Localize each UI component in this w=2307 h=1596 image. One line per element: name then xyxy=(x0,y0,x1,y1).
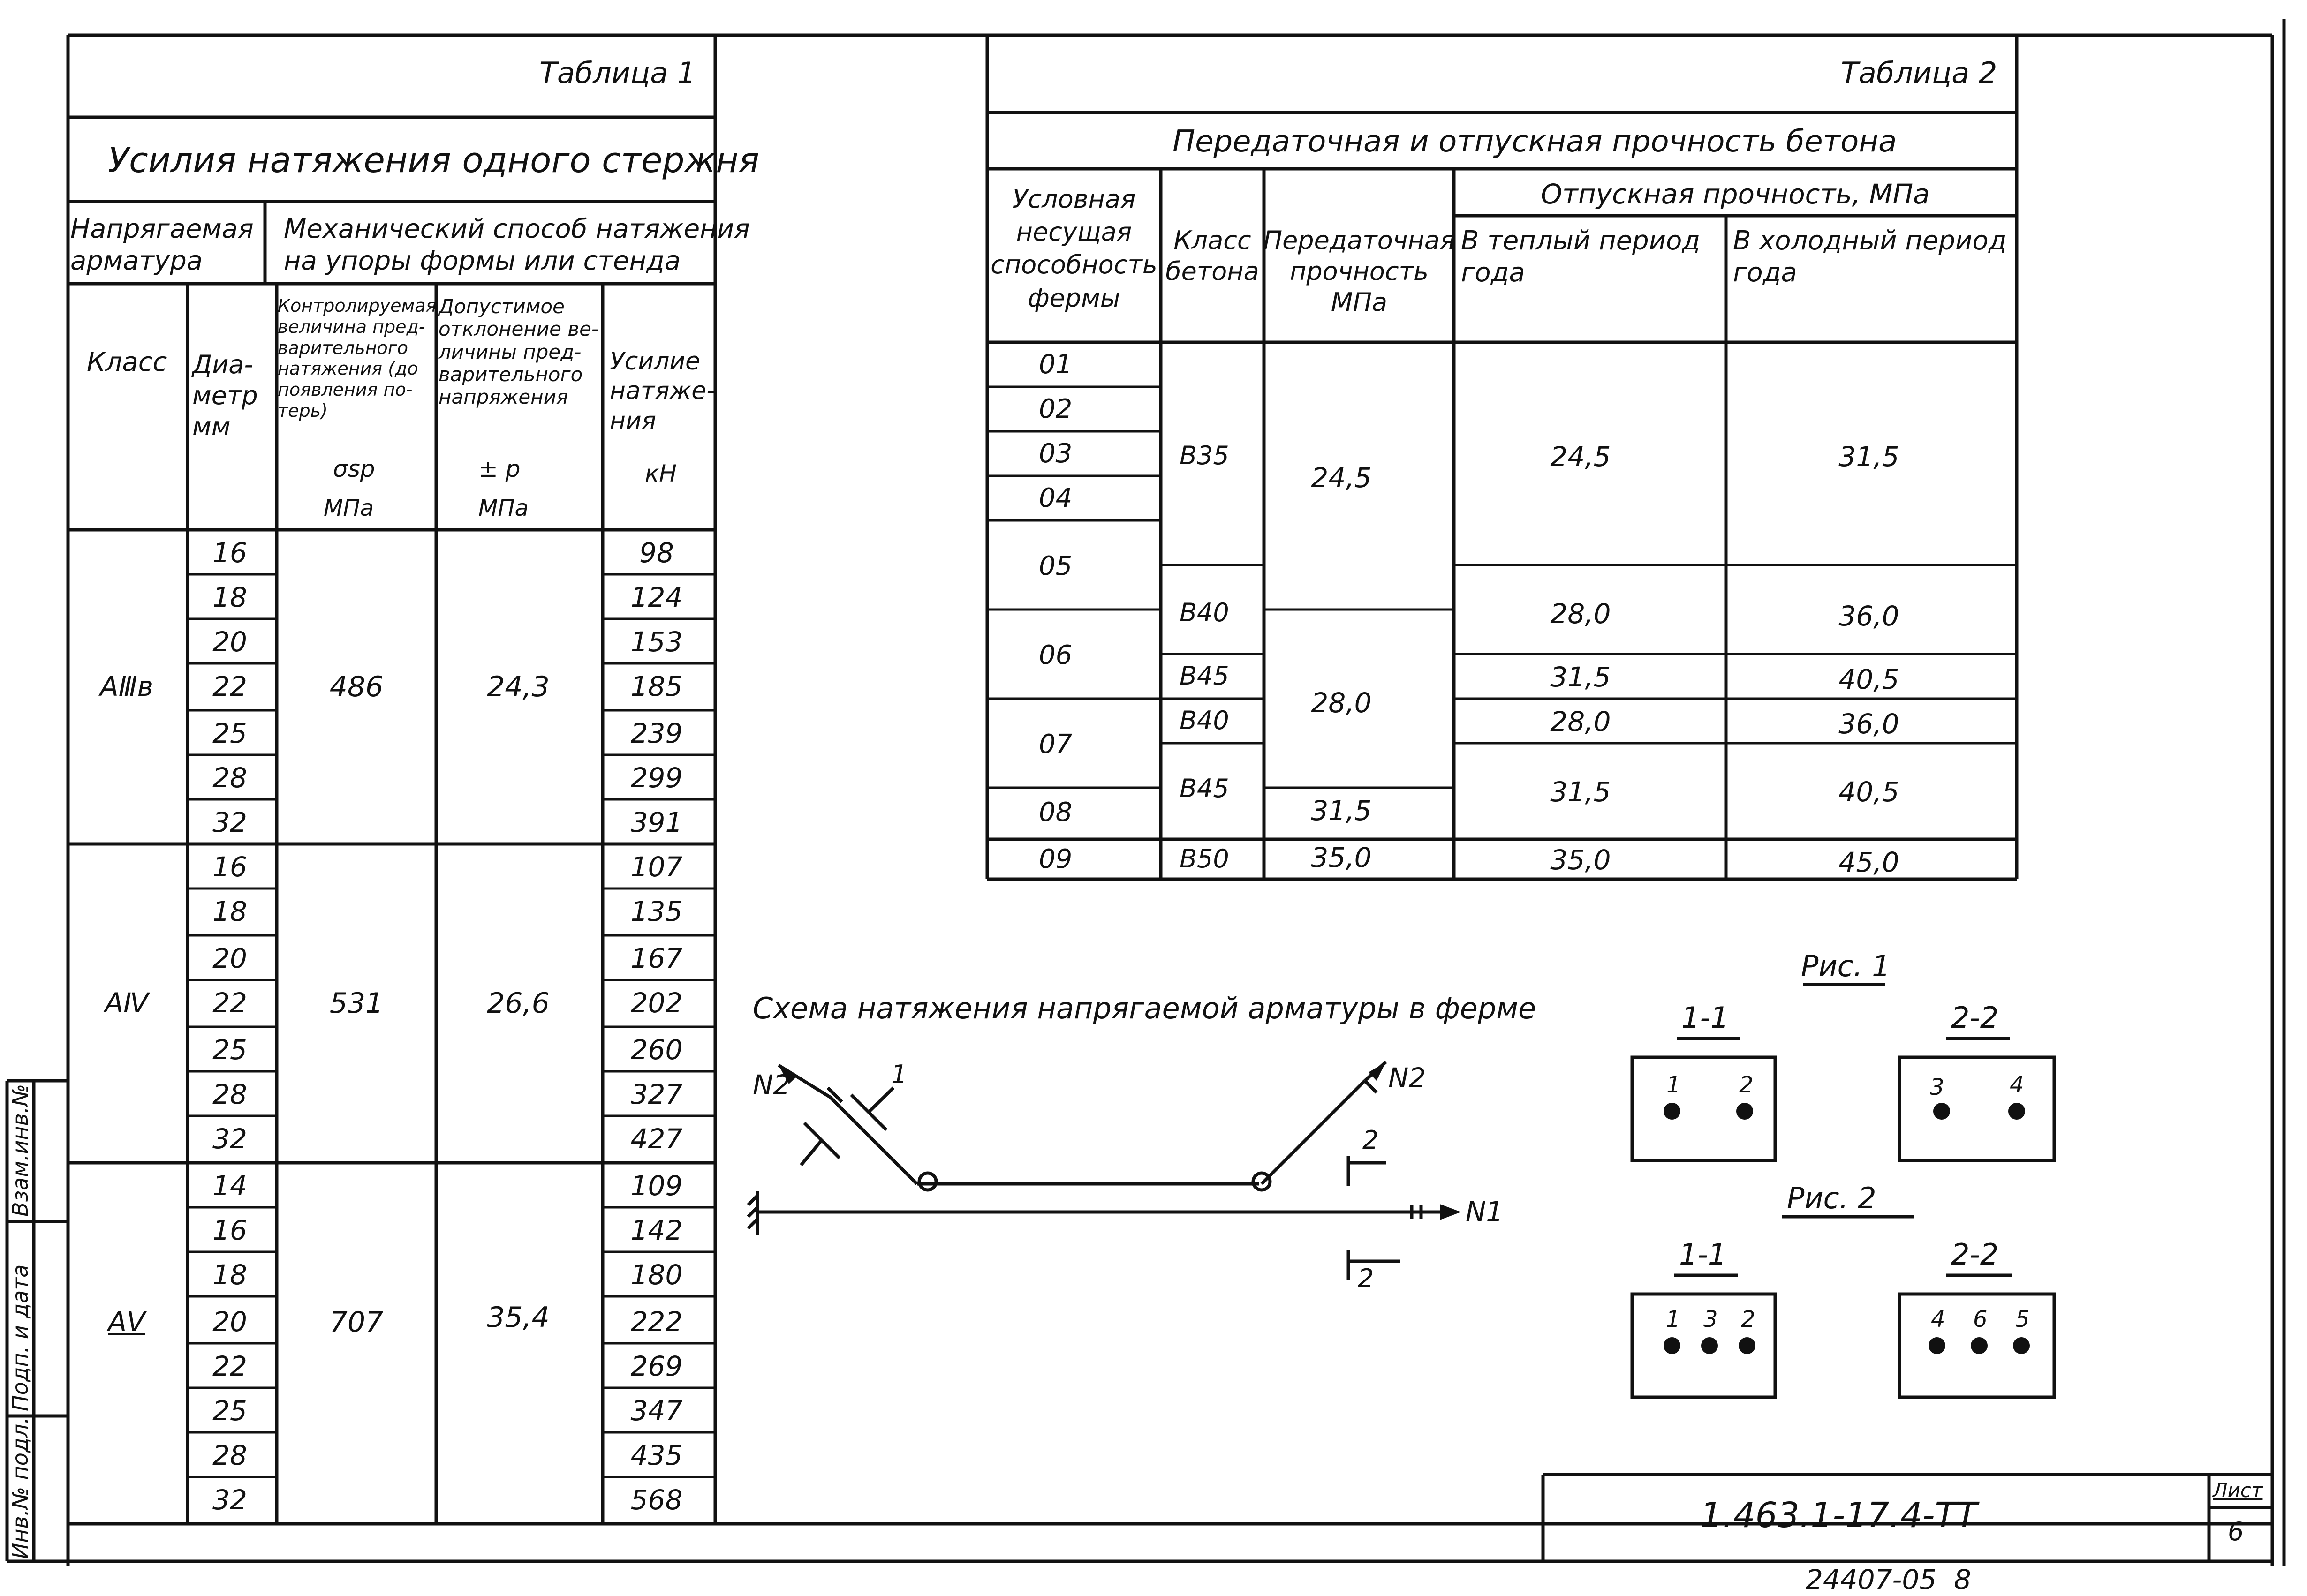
table1-control-a5: 707 xyxy=(329,1306,384,1339)
table2-capacity: 04 xyxy=(1039,483,1073,513)
table1-col-tolerance-unit: МПа xyxy=(478,495,529,521)
table1-force: 180 xyxy=(630,1259,683,1291)
scheme-cut-2-top: 2 xyxy=(1362,1125,1379,1155)
table1-diameter: 16 xyxy=(212,537,247,569)
table1-control-a3v: 486 xyxy=(329,670,384,703)
table1-col-force-unit: кН xyxy=(645,460,677,487)
table1-title: Усилия натяжения одного стержня xyxy=(108,140,759,181)
table1-force: 347 xyxy=(630,1395,683,1427)
fig1-bar-3 xyxy=(1933,1103,1950,1120)
table2-title: Передаточная и отпускная прочность бетона xyxy=(1172,124,1897,159)
table2-cold: 31,5 xyxy=(1838,441,1899,473)
scheme-label-n2-left: N2 xyxy=(753,1069,791,1101)
table2-transfer: 24,5 xyxy=(1311,462,1372,494)
fig1-bar-label: 3 xyxy=(1930,1074,1944,1100)
table1-diameter: 22 xyxy=(212,670,247,702)
table1-diameter: 20 xyxy=(212,626,247,658)
table1-force: 299 xyxy=(630,762,683,794)
scheme-cut-2-bottom: 2 xyxy=(1358,1264,1374,1293)
table1-force: 427 xyxy=(630,1123,683,1155)
table1-group-rebar: Напрягаемая арматура xyxy=(70,214,254,277)
scheme-label-n1: N1 xyxy=(1466,1196,1504,1227)
table2-capacity: 07 xyxy=(1039,729,1073,760)
table2-class: B45 xyxy=(1180,661,1229,691)
table2-class: B35 xyxy=(1180,441,1229,470)
table1-control-a4: 531 xyxy=(329,987,384,1020)
side-inv-original: Инв.№ подл. xyxy=(8,1417,33,1559)
table2-cold: 36,0 xyxy=(1838,600,1899,632)
table2-col-warm: В теплый период года xyxy=(1461,226,1701,288)
table1-class-a4: AⅣ xyxy=(105,987,149,1019)
table1-force: 327 xyxy=(630,1078,683,1110)
table2-capacity: 06 xyxy=(1039,640,1073,670)
scheme-cut-1: 1 xyxy=(891,1060,908,1089)
fig1-bar-1 xyxy=(1664,1103,1680,1120)
table1-diameter: 25 xyxy=(212,1395,247,1427)
table1-diameter: 16 xyxy=(212,1214,247,1246)
table2-caption: Таблица 2 xyxy=(1841,56,1997,90)
table1-force: 391 xyxy=(630,806,683,838)
table2-class: B40 xyxy=(1180,706,1229,735)
fig1-bar-label: 2 xyxy=(1739,1072,1754,1098)
table1-col-diameter: Диа- метр мм xyxy=(192,350,258,441)
fig2-bar-label: 1 xyxy=(1666,1306,1680,1333)
fig2-title: Рис. 2 xyxy=(1787,1181,1876,1215)
fig1-section-1-1: 1-1 xyxy=(1681,1001,1729,1035)
table2-capacity: 08 xyxy=(1039,797,1073,828)
table1-class-a3v: AⅢв xyxy=(100,670,153,702)
table1-group-method: Механический способ натяжения на упоры формы или стенда xyxy=(284,214,750,277)
table2-cold: 40,5 xyxy=(1838,663,1899,695)
table2-transfer: 31,5 xyxy=(1311,795,1372,827)
table1-caption: Таблица 1 xyxy=(539,56,696,90)
fig1-bar-4 xyxy=(2008,1103,2025,1120)
table2-warm: 28,0 xyxy=(1550,706,1611,738)
table2-col-capacity: Условная несущая способность фермы xyxy=(991,184,1157,313)
table1-force: 202 xyxy=(630,987,683,1019)
table2-class: B50 xyxy=(1180,844,1229,873)
table2-capacity: 03 xyxy=(1039,438,1073,469)
table1-col-force: Усилие натяже- ния xyxy=(610,347,716,435)
side-sign-date: Подп. и дата xyxy=(8,1264,33,1411)
table1-force: 107 xyxy=(630,851,683,883)
table2-capacity: 05 xyxy=(1039,551,1073,581)
table1-force: 222 xyxy=(630,1306,683,1338)
sheet-label: Лист xyxy=(2213,1479,2263,1502)
table2-col-cold: В холодный период года xyxy=(1733,226,2007,288)
fig2-bar-4 xyxy=(1929,1337,1945,1354)
table2-cold: 40,5 xyxy=(1838,776,1899,808)
table2-class: B40 xyxy=(1180,598,1229,627)
table1-force: 167 xyxy=(630,942,683,974)
table1-col-control: Контролируемая величина пред- варительного натяжения (до появления по- терь) xyxy=(278,295,437,422)
table1-diameter: 20 xyxy=(212,942,247,974)
table1-force: 568 xyxy=(630,1484,683,1516)
fig2-bar-label: 2 xyxy=(1741,1306,1755,1333)
table2-capacity: 01 xyxy=(1039,349,1073,380)
fig2-bar-label: 5 xyxy=(2015,1306,2030,1333)
table1-diameter: 22 xyxy=(212,987,247,1019)
table2-class: B45 xyxy=(1180,774,1229,803)
table2-cold: 36,0 xyxy=(1838,708,1899,740)
table2-warm: 24,5 xyxy=(1550,441,1611,473)
table2-warm: 31,5 xyxy=(1550,776,1611,808)
scheme-label-n2-right: N2 xyxy=(1388,1062,1426,1094)
table1-diameter: 18 xyxy=(212,1259,247,1291)
table1-diameter: 14 xyxy=(212,1170,247,1202)
fig2-bar-2 xyxy=(1739,1337,1755,1354)
table1-diameter: 22 xyxy=(212,1350,247,1382)
table1-force: 435 xyxy=(630,1439,683,1471)
fig1-bar-2 xyxy=(1736,1103,1753,1120)
fig2-section-2-2: 2-2 xyxy=(1951,1237,1999,1272)
fig1-bar-label: 4 xyxy=(2010,1072,2024,1098)
table1-tolerance-a5: 35,4 xyxy=(487,1301,550,1334)
archive-number: 24407-05 8 xyxy=(1806,1564,1972,1596)
table1-force: 109 xyxy=(630,1170,683,1202)
table2-cold: 45,0 xyxy=(1838,846,1899,878)
table2-warm: 35,0 xyxy=(1550,844,1611,876)
table1-col-control-symbol: σsp xyxy=(333,455,375,482)
table2-col-release: Отпускная прочность, МПа xyxy=(1541,178,1930,210)
table1-col-control-unit: МПа xyxy=(324,495,374,521)
table1-diameter: 25 xyxy=(212,717,247,749)
table1-force: 124 xyxy=(630,581,683,613)
table1-diameter: 28 xyxy=(212,1078,247,1110)
sheet-number: 6 xyxy=(2228,1517,2244,1546)
table1-diameter: 32 xyxy=(212,1484,247,1516)
fig1-bar-label: 1 xyxy=(1666,1072,1681,1098)
fig2-bar-1 xyxy=(1664,1337,1680,1354)
table1-force: 185 xyxy=(630,670,683,702)
table1-tolerance-a4: 26,6 xyxy=(487,987,550,1020)
table2-transfer: 28,0 xyxy=(1311,687,1372,719)
table2-col-transfer: Передаточная прочность МПа xyxy=(1263,226,1455,317)
table1-diameter: 32 xyxy=(212,1123,247,1155)
table2-capacity: 02 xyxy=(1039,394,1073,424)
table1-force: 135 xyxy=(630,896,683,927)
fig2-bar-5 xyxy=(2013,1337,2030,1354)
table1-col-tolerance-symbol: ± p xyxy=(478,455,521,482)
fig2-section-1-1: 1-1 xyxy=(1679,1237,1727,1272)
table1-col-class: Класс xyxy=(87,347,167,377)
table1-diameter: 25 xyxy=(212,1034,247,1066)
table1-force: 269 xyxy=(630,1350,683,1382)
fig1-title: Рис. 1 xyxy=(1801,949,1891,983)
fig2-bar-label: 4 xyxy=(1931,1306,1945,1333)
fig2-bar-3 xyxy=(1701,1337,1718,1354)
table1-diameter: 20 xyxy=(212,1306,247,1338)
doc-code: 1.463.1-17.4-ТТ xyxy=(1700,1495,1978,1536)
fig2-bar-label: 6 xyxy=(1973,1306,1988,1333)
table1-force: 260 xyxy=(630,1034,683,1066)
table1-col-tolerance: Допустимое отклонение ве- личины пред- варительного напряжения xyxy=(439,295,599,409)
table1-class-a5: AⅤ xyxy=(108,1306,145,1338)
table2-capacity: 09 xyxy=(1039,844,1073,874)
table1-diameter: 16 xyxy=(212,851,247,883)
fig1-section-2-2: 2-2 xyxy=(1951,1001,1999,1035)
table2-warm: 31,5 xyxy=(1550,661,1611,693)
table1-diameter: 28 xyxy=(212,1439,247,1471)
scheme-title: Схема натяжения напрягаемой арматуры в ферме xyxy=(753,991,1536,1025)
table1-tolerance-a3v: 24,3 xyxy=(487,670,550,703)
table1-diameter: 28 xyxy=(212,762,247,794)
side-replace-inv: Взам.инв.№ xyxy=(8,1084,33,1217)
table1-force: 239 xyxy=(630,717,683,749)
table1-force: 153 xyxy=(630,626,683,658)
table2-transfer: 35,0 xyxy=(1311,842,1372,873)
table1-force: 142 xyxy=(630,1214,683,1246)
table1-diameter: 32 xyxy=(212,806,247,838)
fig2-bar-label: 3 xyxy=(1703,1306,1718,1333)
table2-warm: 28,0 xyxy=(1550,598,1611,630)
table1-force: 98 xyxy=(639,537,674,569)
fig2-bar-6 xyxy=(1971,1337,1988,1354)
table1-diameter: 18 xyxy=(212,896,247,927)
table1-diameter: 18 xyxy=(212,581,247,613)
table2-col-class: Класс бетона xyxy=(1165,226,1259,286)
